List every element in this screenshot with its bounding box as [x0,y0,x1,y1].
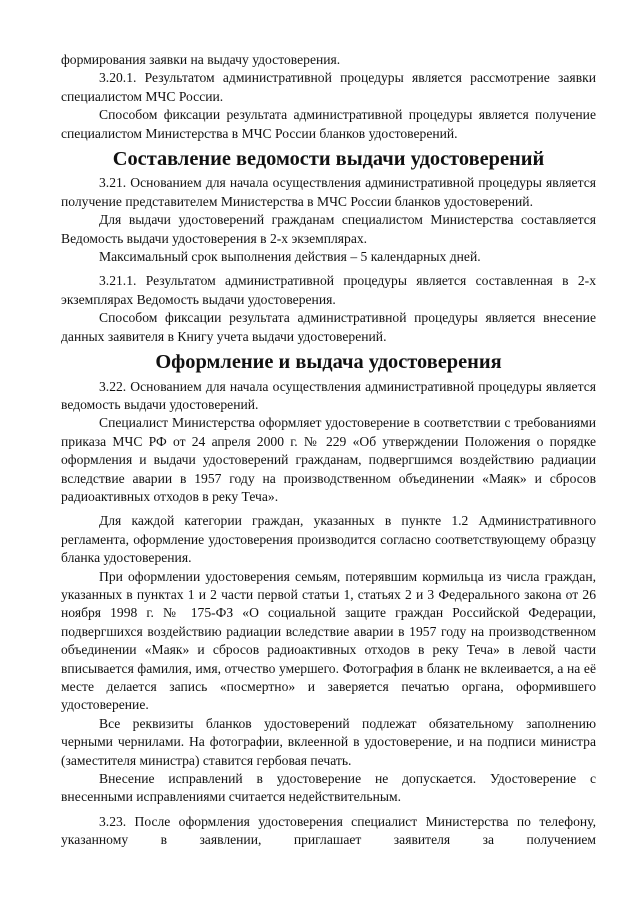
paragraph: 3.21. Основанием для начала осуществления административной процедуры является получение представителем Министерства в МЧС России бланков удостоверений. [61,175,596,209]
paragraph: Для выдачи удостоверений гражданам специалистом Министерства составляется Ведомость выдачи удостоверения в 2-х экземплярах. [61,212,596,246]
paragraph: При оформлении удостоверения семьям, потерявшим кормильца из числа граждан, указанных в пунктах 1 и 2 части первой статьи 1, статьях 2 и 3 Федерального закона от 26 ноября 1998 г. № 175-ФЗ «О социальной защите граждан Российской Федерации, подвергшихся воздействию радиации вследствие аварии в 1957 году на производственном объединении «Маяк» и сбросов радиоактивных отходов в реку Теча» в левой части вписывается фамилия, имя, отчество умершего. Фотография в бланк не вклеивается, а на её месте делается запись «посмертно» и заверяется печатью органа, оформившего удостоверение. [61,568,596,713]
paragraph: Способом фиксации результата административной процедуры является внесение данных заявителя в Книгу учета выдачи удостоверений. [61,310,596,344]
paragraph: 3.20.1. Результатом административной процедуры является рассмотрение заявки специалистом МЧС России. [61,70,596,104]
paragraph: 3.21.1. Результатом административной процедуры является составленная в 2-х экземплярах Ведомость выдачи удостоверения. [61,273,596,307]
paragraph: Максимальный срок выполнения действия – 5 календарных дней. [99,249,481,265]
paragraph: 3.22. Основанием для начала осуществления административной процедуры является ведомость выдачи удостоверений. [61,378,596,412]
paragraph: Для каждой категории граждан, указанных в пункте 1.2 Административного регламента, оформление удостоверения производится согласно соответствующему образцу бланка удостоверения. [61,513,596,566]
section-heading: Оформление и выдача удостоверения [155,351,502,374]
section-heading: Составление ведомости выдачи удостоверений [112,148,545,171]
paragraph: 3.23. После оформления удостоверения специалист Министерства по телефону, указанному в заявлении, приглашает заявителя за получением [61,813,596,848]
paragraph: Все реквизиты бланков удостоверений подлежат обязательному заполнению черными чернилами. На фотографии, вклеенной в удостоверение, и на подписи министра (заместителя министра) ставится гербовая печать. [61,715,596,768]
paragraph: Внесение исправлений в удостоверение не допускается. Удостоверение с внесенными исправлениями считается недействительным. [61,771,596,805]
paragraph: формирования заявки на выдачу удостоверения. [61,52,341,67]
paragraph: Способом фиксации результата административной процедуры является получение специалистом Министерства в МЧС России бланков удостоверений. [61,107,596,141]
paragraph: Специалист Министерства оформляет удостоверение в соответствии с требованиями приказа МЧС РФ от 24 апреля 2000 г. № 229 «Об утверждении Положения о порядке оформления и выдачи удостоверений гражданам, подвергшимся воздействию радиации вследствие аварии в 1957 году на производственном объединении «Маяк» и сбросов радиоактивных отходов в реку Теча». [61,415,596,504]
